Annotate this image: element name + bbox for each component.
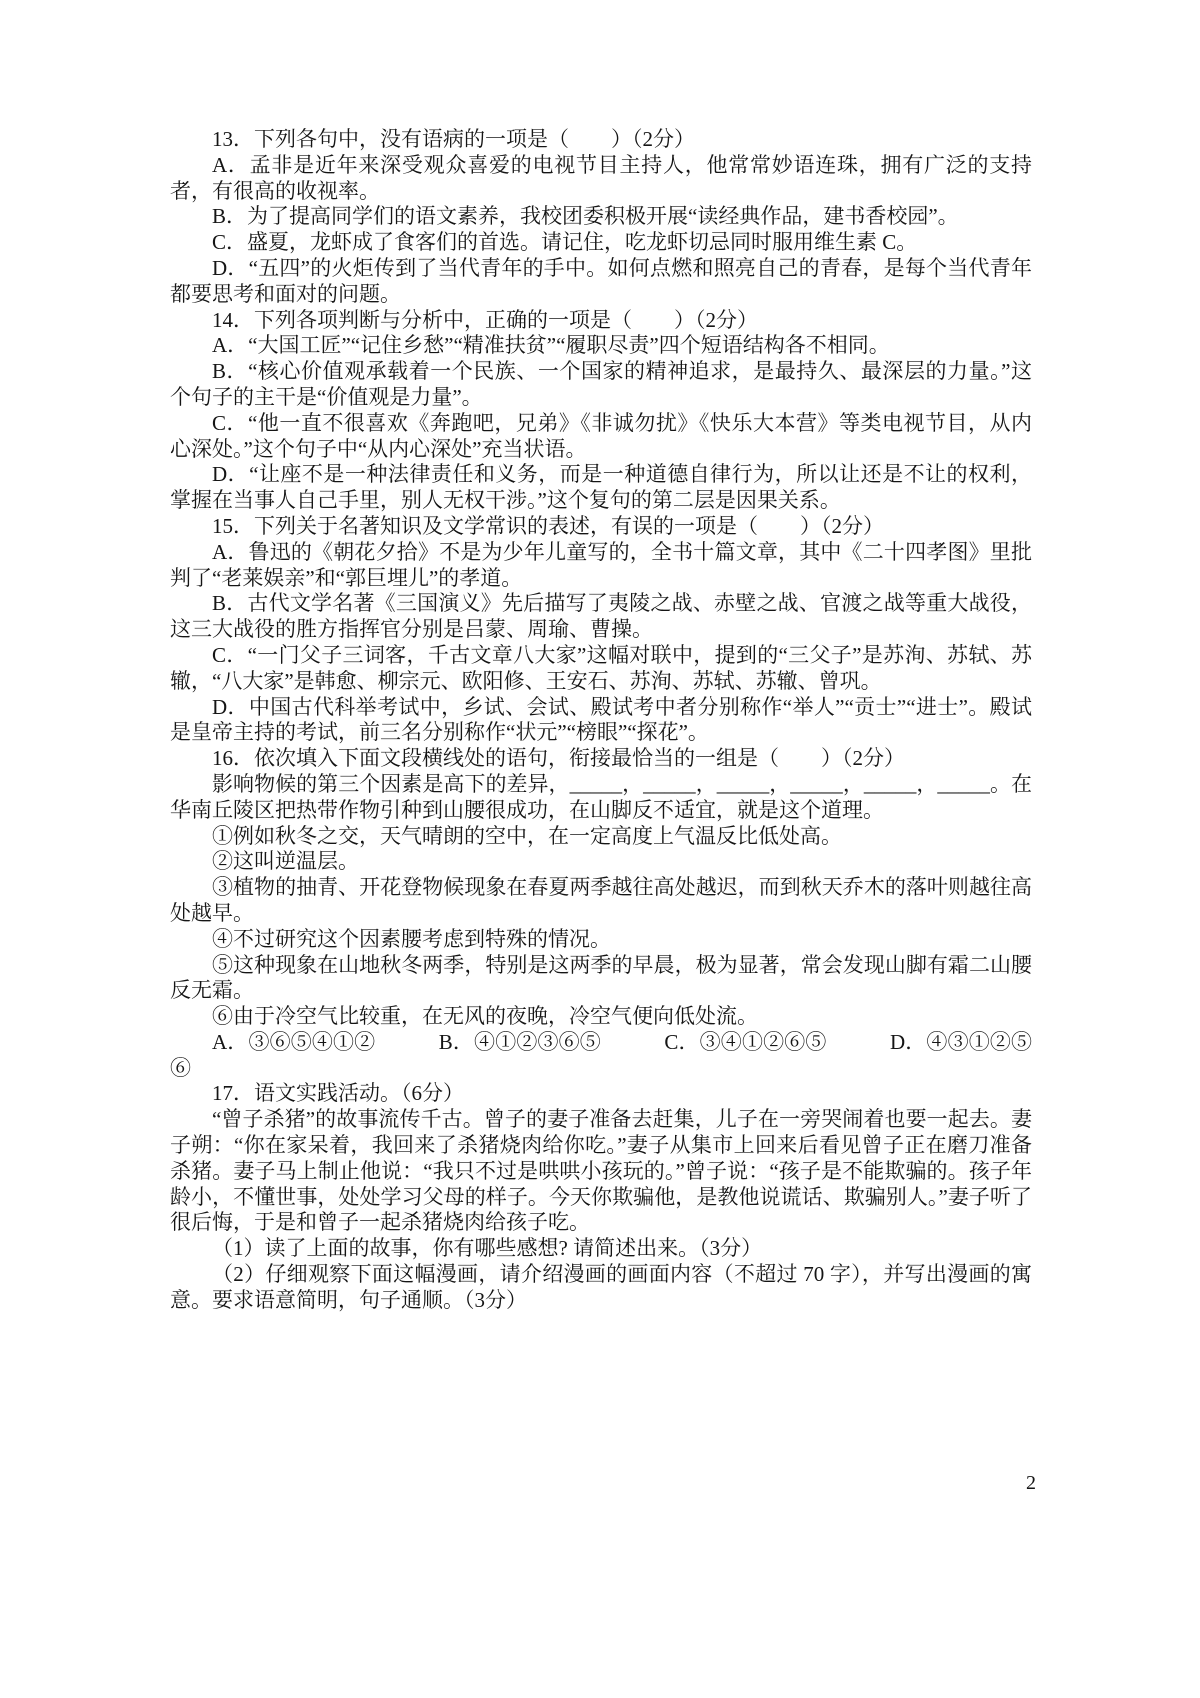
paragraph: D．“让座不是一种法律责任和义务，而是一种道德自律行为，所以让还是不让的权利，掌握在当事人自己手里，别人无权干涉。”这个复句的第二层是因果关系。	[170, 462, 1032, 513]
paragraph: ⑥由于冷空气比较重，在无风的夜晚，冷空气便向低处流。	[212, 1004, 758, 1029]
paragraph: 影响物候的第三个因素是高下的差异，_____，_____，_____，_____，_____，_____。在华南丘陵区把热带作物引种到山腰很成功，在山脚反不适宜，就是这个道理。	[170, 771, 1032, 822]
paragraph: （2）仔细观察下面这幅漫画，请介绍漫画的画面内容（不超过 70 字），并写出漫画的寓意。要求语意简明，句子通顺。（3分）	[170, 1262, 1032, 1312]
paragraph: ⑤这种现象在山地秋冬两季，特别是这两季的早晨，极为显著，常会发现山脚有霜二山腰反无霜。	[170, 952, 1032, 1003]
paragraph: A．“大国工匠”“记住乡愁”“精准扶贫”“履职尽责”四个短语结构各不相同。	[212, 333, 890, 358]
paragraph: C．“他一直不很喜欢《奔跑吧，兄弟》《非诚勿扰》《快乐大本营》等类电视节目，从内心深处。”这个句子中“从内心深处”充当状语。	[170, 410, 1032, 461]
paragraph: 16．依次填入下面文段横线处的语句，衔接最恰当的一组是（ ）（2分）	[212, 746, 905, 771]
paragraph: 15．下列关于名著知识及文学常识的表述，有误的一项是（ ）（2分）	[212, 513, 884, 538]
exam-text-body	[170, 127, 1032, 1314]
paragraph: C．“一门父子三词客，千古文章八大家”这幅对联中，提到的“三父子”是苏洵、苏轼、苏辙，“八大家”是韩愈、柳宗元、欧阳修、王安石、苏洵、苏轼、苏辙、曾巩。	[170, 642, 1032, 693]
paragraph: D．中国古代科举考试中，乡试、会试、殿试考中者分别称作“举人”“贡士”“进士”。殿试是皇帝主持的考试，前三名分别称作“状元”“榜眼”“探花”。	[170, 694, 1032, 745]
paragraph: （1）读了上面的故事，你有哪些感想? 请简述出来。（3分）	[212, 1236, 763, 1261]
paragraph: B．古代文学名著《三国演义》先后描写了夷陵之战、赤壁之战、官渡之战等重大战役，这三大战役的胜方指挥官分别是吕蒙、周瑜、曹操。	[170, 591, 1032, 642]
paragraph: A．③⑥⑤④①② B．④①②③⑥⑤ C．③④①②⑥⑤ D．④③①②⑤⑥	[170, 1029, 1032, 1080]
paragraph: ③植物的抽青、开花登物候现象在春夏两季越往高处越迟，而到秋天乔木的落叶则越往高处越早。	[170, 875, 1032, 925]
paragraph: 14．下列各项判断与分析中，正确的一项是（ ）（2分）	[212, 307, 758, 332]
page-number: 2	[1026, 1472, 1036, 1494]
paragraph: A．孟非是近年来深受观众喜爱的电视节目主持人，他常常妙语连珠，拥有广泛的支持者，有很高的收视率。	[170, 152, 1032, 203]
paragraph: D．“五四”的火炬传到了当代青年的手中。如何点燃和照亮自己的青春，是每个当代青年都要思考和面对的问题。	[170, 255, 1032, 306]
paragraph: C．盛夏，龙虾成了食客们的首选。请记住，吃龙虾切忌同时服用维生素 C。	[212, 230, 918, 255]
paragraph: “曾子杀猪”的故事流传千古。曾子的妻子准备去赶集，儿子在一旁哭闹着也要一起去。妻子朔：“你在家呆着，我回来了杀猪烧肉给你吃。”妻子从集市上回来后看见曾子正在磨刀准备杀猪。妻子马上制止他说：“我只不过是哄哄小孩玩的。”曾子说：“孩子是不能欺骗的。孩子年龄小，不懂世事，处处学习父母的样子。今天你欺骗他，是教他说谎话、欺骗别人。”妻子听了很后悔，于是和曾子一起杀猪烧肉给孩子吃。	[170, 1107, 1032, 1235]
paragraph: B．“核心价值观承载着一个民族、一个国家的精神追求，是最持久、最深层的力量。”这个句子的主干是“价值观是力量”。	[170, 359, 1032, 409]
paragraph: ①例如秋冬之交，天气晴朗的空中，在一定高度上气温反比低处高。	[212, 823, 842, 848]
paragraph: ②这叫逆温层。	[212, 849, 359, 874]
paragraph: 13．下列各句中，没有语病的一项是（ ）（2分）	[212, 127, 695, 151]
paragraph: A．鲁迅的《朝花夕拾》不是为少年儿童写的，全书十篇文章，其中《二十四孝图》里批判了“老莱娱亲”和“郭巨埋儿”的孝道。	[170, 539, 1032, 590]
paragraph: B．为了提高同学们的语文素养，我校团委积极开展“读经典作品，建书香校园”。	[212, 204, 959, 229]
paragraph: ④不过研究这个因素腰考虑到特殊的情况。	[212, 926, 611, 951]
paragraph: 17．语文实践活动。（6分）	[212, 1081, 464, 1106]
